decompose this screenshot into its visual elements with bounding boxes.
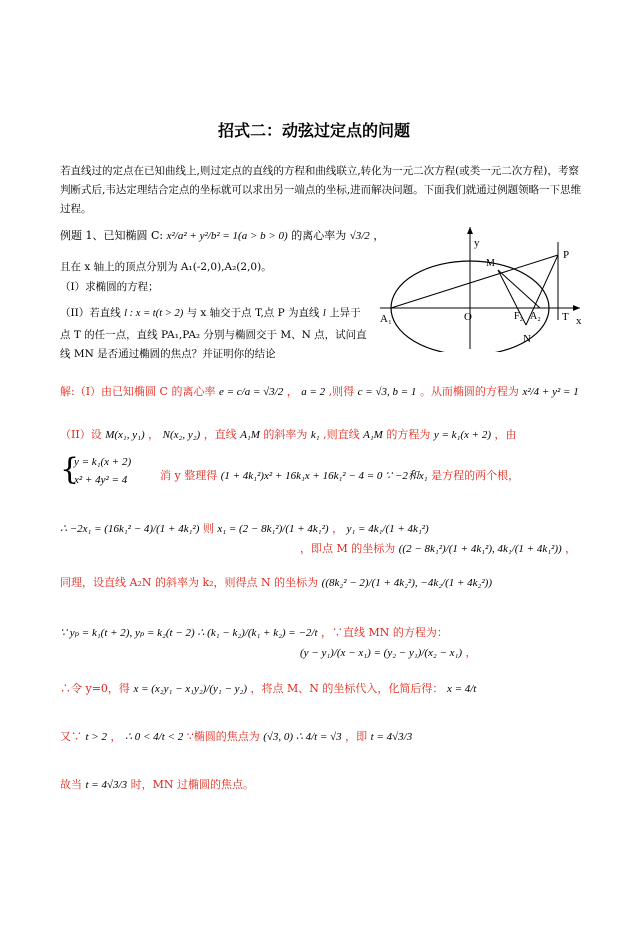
question-part-1: （I）求椭圆的方程； <box>60 281 159 293</box>
sol2-text-g: ，由 <box>494 428 517 441</box>
sol8-t-condition: t > 2 <box>85 731 107 743</box>
sol7-text-a: ∴令 y=0，得 <box>60 682 130 695</box>
point-M-label: M <box>486 258 495 269</box>
point-T-label: T <box>562 311 569 323</box>
sol8-focus: (√3, 0) ∴ 4/t = √3 <box>263 731 342 743</box>
sol5-text-a: 同理，设直线 A₂N 的斜率为 k₂，则得点 N 的坐标为 <box>60 576 319 589</box>
eccentricity-label: 的离心率为 <box>291 229 347 242</box>
sol4-text-a: 则 <box>202 522 214 535</box>
solution-line-8 <box>60 728 412 744</box>
sol8-text-b: ， <box>110 730 122 743</box>
sol2-text-f: 的方程为 <box>386 428 431 441</box>
solution-line-4b <box>300 540 576 556</box>
sol8-text-c: ∵椭圆的焦点为 <box>186 730 260 743</box>
sol2-text-b: ， <box>148 428 160 441</box>
sol9-text-b: 时，MN 过椭圆的焦点。 <box>130 778 254 791</box>
solution-line-3 <box>160 467 519 483</box>
question-part-2-line-1 <box>60 304 361 323</box>
ellipse-equation: x²/a² + y²/b² = 1(a > b > 0) <box>166 230 288 242</box>
sol1-text-d: 。从而椭圆的方程为 <box>419 385 519 398</box>
example-line-2: 且在 x 轴上的顶点分别为 A₁(-2,0),A₂(2,0)。 <box>60 261 272 273</box>
sol8-text-d: ，即 <box>345 730 368 743</box>
sol2-point-M: M(x₁, y₁) <box>105 429 145 441</box>
sol7-text-b: ，将点 M、N 的坐标代入，化简后得： <box>250 682 444 695</box>
sol4-y1: y₁ = 4k₁/(1 + 4k₁²) <box>346 523 429 535</box>
system-equation-1: y = k₁(x + 2) <box>74 456 132 468</box>
sol1-text-c: ,则得 <box>328 385 355 398</box>
sol6-line-MN: (y − y₁)/(x − x₁) = (y₂ − y₁)/(x₂ − x₁) <box>300 647 463 659</box>
example-comma: ， <box>373 229 385 242</box>
y-axis-label: y <box>474 237 480 249</box>
example-line-1 <box>60 226 384 246</box>
sol6-yp-relation: ∵ yₚ = k₁(t + 2), yₚ = k₂(t − 2) ∴ (k₁ − k₂)/(k₁ + k₂) = −2/t <box>60 627 318 639</box>
sol4-text-d: ， <box>565 542 577 555</box>
part2-text-b: 与 x 轴交于点 T,点 P 为直线 <box>186 307 320 319</box>
solution-line-4 <box>60 520 429 536</box>
point-A1-label: A₁ <box>380 313 392 325</box>
sol4-text-b: ， <box>332 522 344 535</box>
sol2-line-A1M-2: A₁M <box>363 429 383 441</box>
question-part-2-line-3: 线 MN 是否通过椭圆的焦点？并证明你的结论 <box>60 348 276 360</box>
sol2-text-e: ,则直线 <box>323 428 360 441</box>
ellipse-figure <box>380 222 585 352</box>
sol4-x1: x₁ = (2 − 8k₁²)/(1 + 4k₁²) <box>217 523 329 535</box>
sol1-eccentricity: e = c/a = √3/2 <box>218 386 284 398</box>
sol4-point-M-coords: ((2 − 8k₁²)/(1 + 4k₁²), 4k₁/(1 + 4k₁²)) <box>398 543 562 555</box>
part2-line-equation: l : x = t(t > 2) <box>124 308 184 319</box>
origin-label: O <box>464 311 472 323</box>
solution-line-5 <box>60 574 492 590</box>
solution-line-7 <box>60 680 476 696</box>
sol1-c-b-values: c = √3, b = 1 <box>357 386 417 398</box>
sol2-line-A1M: A₁M <box>240 429 260 441</box>
sol6-text-b: ， <box>465 646 477 659</box>
question-part-2-line-2: 点 T 的任一点，直线 PA₁,PA₂ 分别与椭圆交于 M、N 点，试问直 <box>60 329 367 341</box>
eccentricity-value: √3/2 <box>349 230 370 242</box>
part2-line-l: l <box>322 308 326 319</box>
sol8-t-value: t = 4√3/3 <box>370 731 413 743</box>
part2-text-c: 上异于 <box>329 307 361 319</box>
sol8-range: ∴ 0 < 4/t < 2 <box>124 731 184 743</box>
sol2-line-equation: y = k₁(x + 2) <box>433 429 491 441</box>
sol2-text-d: 的斜率为 <box>263 428 308 441</box>
solution-line-6 <box>60 624 448 640</box>
y-axis-arrow <box>467 227 473 234</box>
sol1-ellipse-equation: x²/4 + y² = 1 <box>522 386 579 398</box>
line-A2-ext <box>498 270 540 308</box>
part2-text-a: （II）若直线 <box>60 307 121 319</box>
sol3-text-a: 消 y 整理得 <box>160 469 218 482</box>
sol7-result: x = 4/t <box>446 683 477 695</box>
solution-line-1 <box>60 383 579 399</box>
sol4-text-c: ，即点 M 的坐标为 <box>300 542 396 555</box>
point-N-label: N <box>523 333 531 345</box>
sol2-text-c: ，直线 <box>203 428 237 441</box>
sol1-text-b: ， <box>286 385 298 398</box>
sol5-point-N-coords: ((8k₂² − 2)/(1 + 4k₂²), −4k₂/(1 + 4k₂²)) <box>321 577 492 589</box>
solution-line-2 <box>60 426 517 442</box>
sol9-text-a: 故当 <box>60 778 82 791</box>
line-A1P <box>391 255 558 308</box>
sol8-text-a: 又∵ <box>60 730 82 743</box>
x-axis-label: x <box>576 315 582 327</box>
sol1-a-value: a = 2 <box>301 386 326 398</box>
sol2-text-a: （II）设 <box>60 428 102 441</box>
x-axis-arrow <box>573 305 580 311</box>
solution-line-6b <box>300 644 477 660</box>
sol3-quadratic: (1 + 4k₁²)x² + 16k₁x + 16k₁² − 4 = 0 ∵ −2和x₁ <box>220 470 428 482</box>
sol7-x-intercept: x = (x₂y₁ − x₁y₂)/(y₁ − y₂) <box>133 683 248 695</box>
example-prefix: 例题 1、已知椭圆 C: <box>60 229 164 242</box>
sol2-point-N: N(x₂, y₂) <box>162 429 201 441</box>
point-F2-label: F₂ <box>514 311 524 322</box>
sol3-text-b: 是方程的两个根， <box>431 469 520 482</box>
sol1-text-a: 解:（I）由已知椭圆 C 的离心率 <box>60 385 216 398</box>
intro-paragraph: 若直线过的定点在已知曲线上,则过定点的直线的方程和曲线联立,转化为一元二次方程(或类一元二次方程)，考察判断式后,韦达定理结合定点的坐标就可以求出另一端点的坐标,进而解决问题。下面我们就通过例题领略一下思维过程。 <box>60 165 582 215</box>
sol9-t-value: t = 4√3/3 <box>85 779 128 791</box>
system-brace: { <box>60 452 80 487</box>
system-equation-2: x² + 4y² = 4 <box>74 474 128 486</box>
page-title: 招式二：动弦过定点的问题 <box>218 121 411 140</box>
point-A2-label: A₂ <box>530 311 541 322</box>
sol4-product: ∴ −2x₁ = (16k₁² − 4)/(1 + 4k₁²) <box>60 523 200 535</box>
sol6-text-a: ，∵直线 MN 的方程为： <box>321 626 448 639</box>
solution-conclusion <box>60 776 254 792</box>
point-P-label: P <box>563 249 570 261</box>
sol2-slope-k1: k₁ <box>310 429 320 441</box>
